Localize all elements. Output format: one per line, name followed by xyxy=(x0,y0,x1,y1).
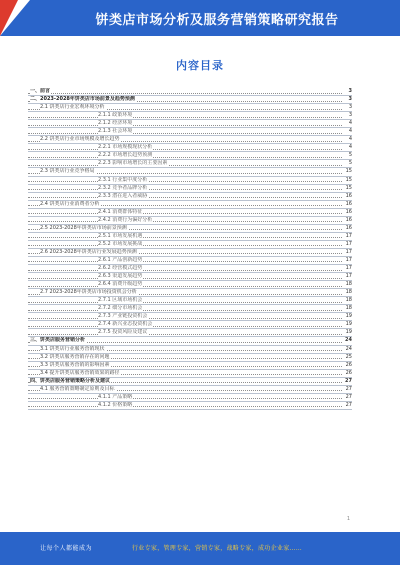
toc-entry-label: 2.2.2 市场增长趋势预测 xyxy=(98,152,153,159)
toc-entry[interactable] xyxy=(28,265,352,273)
toc-entry-label: 2.1.3 社会环境 xyxy=(98,128,133,135)
toc-entry[interactable] xyxy=(28,305,352,313)
toc-entry[interactable] xyxy=(28,185,352,193)
toc-entry-page: 3 xyxy=(348,88,352,94)
toc-leader-dots xyxy=(28,149,342,150)
toc-leader-dots xyxy=(28,302,342,303)
toc-entry[interactable] xyxy=(28,273,352,281)
toc-entry-page: 3 xyxy=(348,104,352,111)
toc-entry-page: 26 xyxy=(345,369,352,376)
toc-entry-label: 3.2 饼类店服务营销存在的问题 xyxy=(40,353,110,360)
toc-leader-dots xyxy=(28,326,342,327)
page-number: 1 xyxy=(346,516,350,522)
toc-entry-page: 4 xyxy=(348,128,352,135)
toc-entry-label: 2.6.2 经营模式趋势 xyxy=(98,265,143,272)
toc-entry[interactable] xyxy=(28,112,352,120)
toc-entry-page: 18 xyxy=(345,297,352,304)
banner-red-wedge xyxy=(0,0,18,36)
toc-entry-label: 2.1.1 政策环境 xyxy=(98,112,133,119)
toc-leader-dots xyxy=(28,318,342,319)
toc-entry-label: 四、饼类店服务营销策略分析及建议 xyxy=(30,377,111,384)
toc-heading: 内容目录 xyxy=(176,59,224,72)
toc-entry[interactable] xyxy=(28,201,352,209)
toc-entry-page: 17 xyxy=(345,232,352,239)
toc-entry-label: 2.1 饼类店行业宏观环境分析 xyxy=(40,104,105,111)
toc-entry[interactable] xyxy=(28,346,352,354)
toc-entry[interactable] xyxy=(28,217,352,225)
toc-entry-page: 4 xyxy=(348,136,352,143)
toc-entry-label: 3.1 饼类店行业服务营销现状 xyxy=(40,345,105,352)
toc-entry[interactable] xyxy=(28,289,352,297)
toc-entry-label: 2.7.1 区域市场机会 xyxy=(98,297,143,304)
toc-entry[interactable] xyxy=(28,128,352,136)
toc-entry[interactable] xyxy=(28,96,352,104)
toc-entry-page: 3 xyxy=(348,96,352,103)
toc-entry-page: 18 xyxy=(345,305,352,312)
toc-entry-label: 4.1.2 价格策略 xyxy=(98,401,133,408)
toc-entry-page: 27 xyxy=(345,377,352,384)
toc-entry-label: 2.1.2 经济环境 xyxy=(98,120,133,127)
toc-entry[interactable] xyxy=(28,362,352,370)
toc-entry[interactable] xyxy=(28,160,352,168)
footer-slogan: 让每个人都能成为 xyxy=(40,545,93,552)
toc-entry-label: 4.1.1 产品策略 xyxy=(98,393,133,400)
toc-entry-page: 15 xyxy=(345,176,352,183)
toc-entry[interactable] xyxy=(28,337,352,345)
toc-entry-page: 4 xyxy=(348,120,352,127)
toc-entry-label: 2.4.2 消费行为偏好分析 xyxy=(98,216,153,223)
toc-entry[interactable] xyxy=(28,120,352,128)
report-banner xyxy=(0,0,400,36)
toc-entry-page: 5 xyxy=(348,152,352,159)
toc-entry-page: 15 xyxy=(345,184,352,191)
toc-entry-label: 2.7.3 产业链投资机会 xyxy=(98,313,148,320)
toc-entry[interactable] xyxy=(28,402,352,410)
toc-entry[interactable] xyxy=(28,168,352,176)
toc-leader-dots xyxy=(28,237,342,238)
toc-entry[interactable] xyxy=(28,281,352,289)
toc-entry-label: 三、饼类店服务营销分析 xyxy=(30,337,86,344)
toc-leader-dots xyxy=(28,398,342,399)
toc-entry-page: 18 xyxy=(345,289,352,296)
toc-leader-dots xyxy=(28,286,342,287)
toc-entry[interactable] xyxy=(28,297,352,305)
toc-entry-page: 16 xyxy=(345,200,352,207)
toc-entry-label: 2.3.2 竞争者品牌分析 xyxy=(98,184,148,191)
toc-entry[interactable] xyxy=(28,233,352,241)
toc-entry[interactable] xyxy=(28,386,352,394)
toc-entry-label: 二、2023-2028年饼类店市场前景及趋势预测 xyxy=(30,96,135,103)
toc-entry[interactable] xyxy=(28,225,352,233)
toc-entry-label: 2.5 2023-2028年饼类店市场前景预测 xyxy=(40,224,127,231)
toc-entry-label: 2.7.4 新兴业态投资机会 xyxy=(98,321,153,328)
toc-entry[interactable] xyxy=(28,152,352,160)
toc-entry-label: 一、前言 xyxy=(30,88,51,94)
toc-entry-label: 2.4.1 消费群体特征 xyxy=(98,208,143,215)
toc-entry-label: 2.5.2 市场发展挑战 xyxy=(98,240,143,247)
toc-entry-label: 2.6.4 消费升级趋势 xyxy=(98,281,143,288)
toc-leader-dots xyxy=(28,157,342,158)
toc-leader-dots xyxy=(28,310,342,311)
toc-entry-label: 2.7.5 投资风险及建议 xyxy=(98,329,148,336)
toc-entry[interactable] xyxy=(28,209,352,217)
toc-entry-page: 17 xyxy=(345,273,352,280)
toc-entry-page: 16 xyxy=(345,208,352,215)
footer-bar xyxy=(0,532,400,565)
toc-leader-dots xyxy=(28,181,342,182)
toc-entry-label: 4.1 服务营销策略制定原则及目标 xyxy=(40,385,115,392)
toc-leader-dots xyxy=(28,334,342,335)
toc-entry-page: 17 xyxy=(345,240,352,247)
toc-leader-dots xyxy=(28,406,342,407)
toc-entry[interactable] xyxy=(28,88,352,96)
toc-entry-page: 26 xyxy=(345,361,352,368)
toc-entry-label: 2.5.1 市场发展机遇 xyxy=(98,232,143,239)
toc-entry-page: 5 xyxy=(348,160,352,167)
toc-entry-page: 17 xyxy=(345,248,352,255)
toc-entry-label: 3.3 饼类店服务营销的影响因素 xyxy=(40,361,110,368)
toc-entry-label: 2.6.1 产品创新趋势 xyxy=(98,256,143,263)
toc-entry[interactable] xyxy=(28,321,352,329)
toc-leader-dots xyxy=(28,197,342,198)
toc-entry-page: 4 xyxy=(348,144,352,151)
toc-leader-dots xyxy=(28,245,342,246)
toc-entry[interactable] xyxy=(28,177,352,185)
toc-entry-label: 2.7.2 细分市场机会 xyxy=(98,305,143,312)
toc-entry-page: 25 xyxy=(345,353,352,360)
toc-entry-label: 2.3.1 行业集中度分析 xyxy=(98,176,148,183)
toc-leader-dots xyxy=(28,221,342,222)
toc-entry[interactable] xyxy=(28,329,352,337)
toc-entry-page: 3 xyxy=(348,112,352,119)
toc-entry-label: 2.6 2023-2028年饼类店行业发展趋势预测 xyxy=(40,248,137,255)
toc-leader-dots xyxy=(28,125,342,126)
toc-entry[interactable] xyxy=(28,104,352,112)
toc-entry-label: 2.6.3 渠道发展趋势 xyxy=(98,273,143,280)
toc-entry-label: 3.4 提升饼类店服务营销效果的路径 xyxy=(40,369,120,376)
toc-entry-page: 24 xyxy=(345,345,352,352)
toc-entry[interactable] xyxy=(28,241,352,249)
toc-leader-dots xyxy=(28,133,342,134)
toc-entry-page: 19 xyxy=(345,321,352,328)
toc-entry-page: 27 xyxy=(345,393,352,400)
footer-tagline: 行业专家，管理专家，营销专家，战略专家，成功企业家…… xyxy=(132,545,303,552)
toc-entry[interactable] xyxy=(28,354,352,362)
toc-entry[interactable] xyxy=(28,136,352,144)
table-of-contents xyxy=(28,88,352,410)
toc-entry-page: 16 xyxy=(345,216,352,223)
toc-entry[interactable] xyxy=(28,257,352,265)
toc-entry[interactable] xyxy=(28,144,352,152)
toc-entry-label: 2.2.1 市场规模现状分析 xyxy=(98,144,153,151)
toc-entry-page: 24 xyxy=(345,337,352,344)
toc-leader-dots xyxy=(28,117,342,118)
toc-entry-page: 16 xyxy=(345,224,352,231)
toc-entry-label: 2.3 饼类店行业竞争格局 xyxy=(40,168,95,175)
toc-entry-label: 2.3.3 潜在进入者威胁 xyxy=(98,192,148,199)
toc-entry[interactable] xyxy=(28,249,352,257)
toc-leader-dots xyxy=(28,213,342,214)
toc-entry[interactable] xyxy=(28,313,352,321)
toc-leader-dots xyxy=(28,278,342,279)
report-title: 饼类店市场分析及服务营销策略研究报告 xyxy=(95,13,339,28)
toc-leader-dots xyxy=(28,270,342,271)
toc-leader-dots xyxy=(28,165,342,166)
toc-entry-page: 15 xyxy=(345,168,352,175)
toc-leader-dots xyxy=(28,93,342,94)
toc-leader-dots xyxy=(28,261,342,262)
toc-entry[interactable] xyxy=(28,378,352,386)
toc-entry-page: 17 xyxy=(345,256,352,263)
toc-entry-label: 2.7 2023-2028年饼类店市场投资机会分析 xyxy=(40,289,137,296)
toc-entry-page: 17 xyxy=(345,265,352,272)
toc-entry[interactable] xyxy=(28,394,352,402)
toc-entry[interactable] xyxy=(28,370,352,378)
toc-leader-dots xyxy=(28,189,342,190)
toc-entry-page: 27 xyxy=(345,385,352,392)
toc-entry-label: 2.4 饼类店行业消费者分析 xyxy=(40,200,100,207)
toc-entry-label: 2.2 饼类店行业市场规模及增长趋势 xyxy=(40,136,120,143)
toc-entry-page: 16 xyxy=(345,192,352,199)
toc-entry-page: 27 xyxy=(345,401,352,408)
toc-entry-label: 2.2.3 影响市场增长的主要因素 xyxy=(98,160,168,167)
toc-entry-page: 19 xyxy=(345,329,352,336)
toc-entry[interactable] xyxy=(28,193,352,201)
toc-entry-page: 19 xyxy=(345,313,352,320)
toc-entry-page: 18 xyxy=(345,281,352,288)
